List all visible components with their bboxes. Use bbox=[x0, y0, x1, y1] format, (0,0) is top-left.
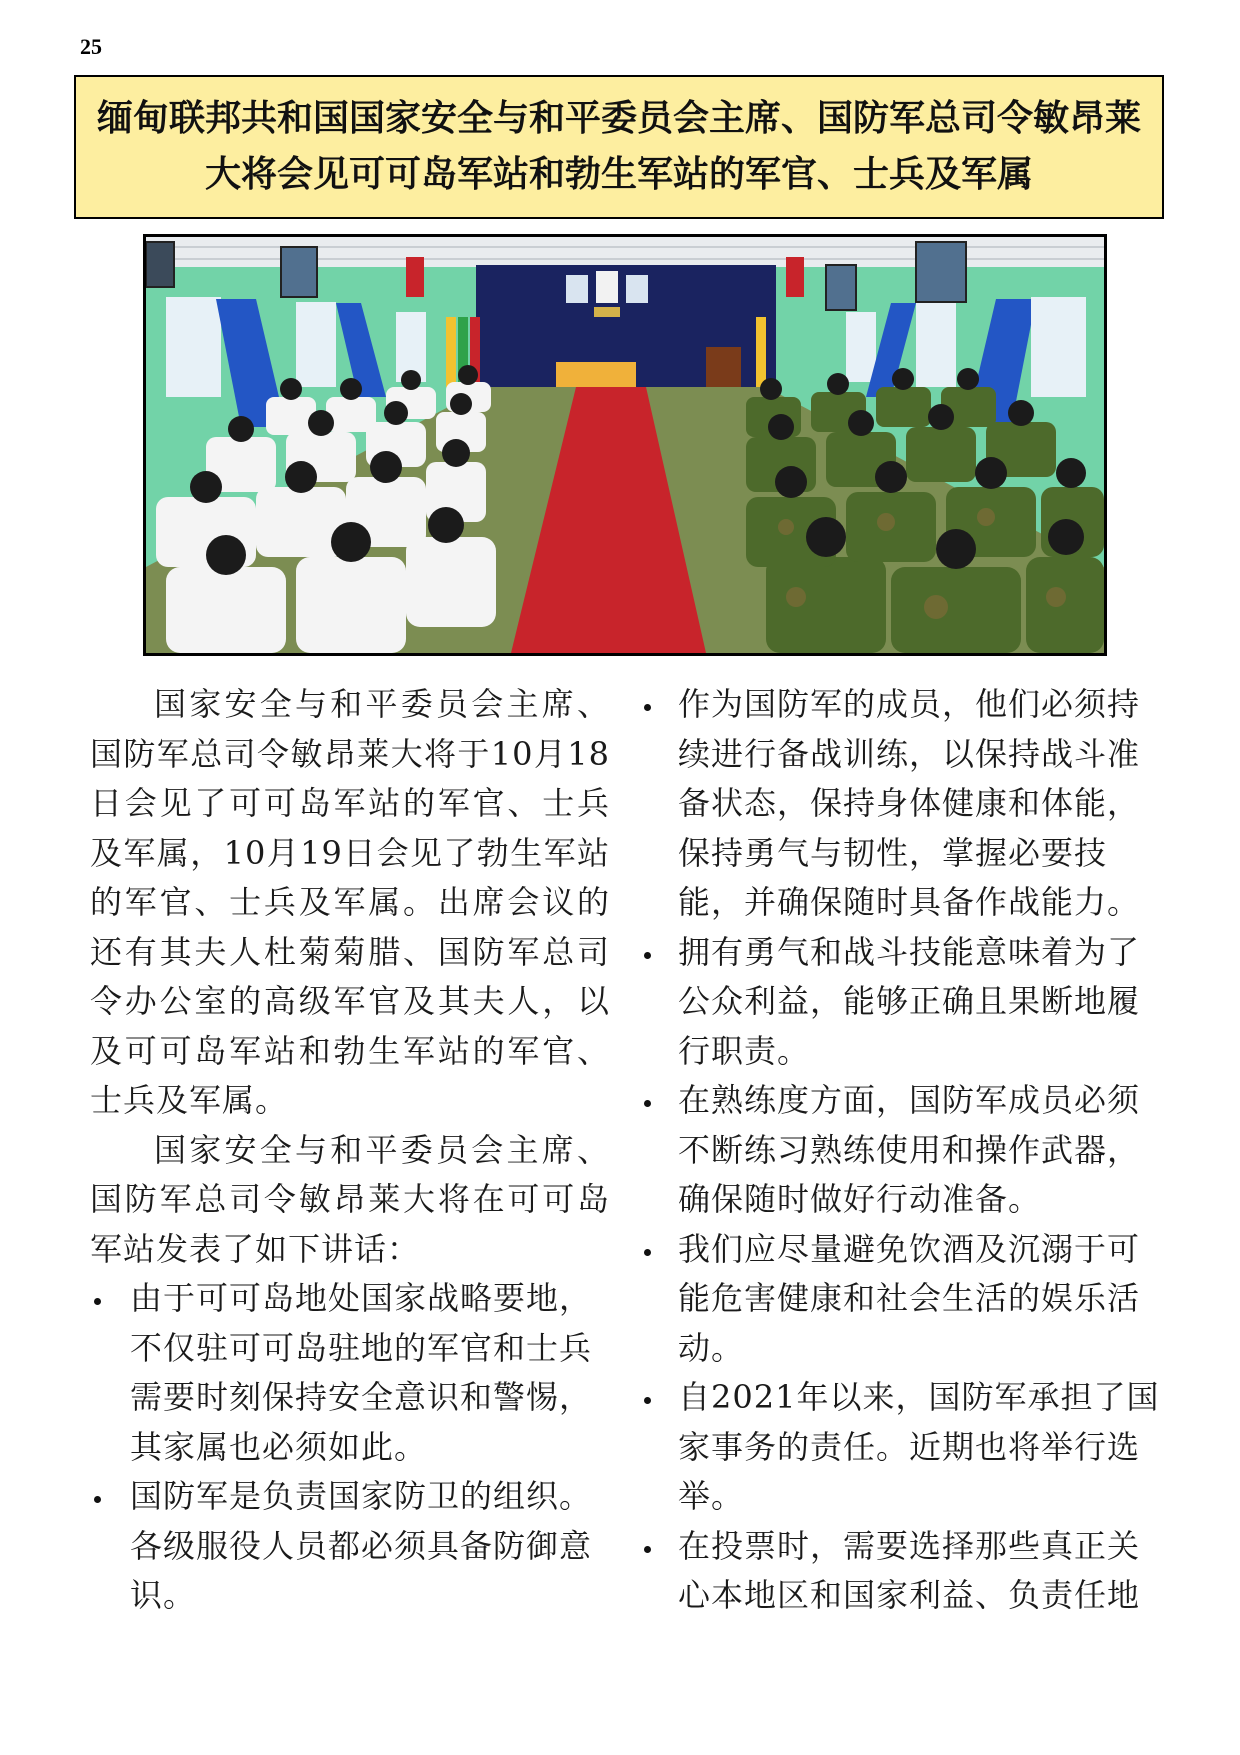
speech-points-right bbox=[640, 680, 1160, 1621]
bullet-dot-icon bbox=[644, 1249, 651, 1256]
event-photo bbox=[143, 234, 1107, 656]
left-column bbox=[90, 680, 610, 1621]
bullet-dot-icon bbox=[644, 1546, 651, 1553]
speech-point bbox=[640, 1373, 1160, 1522]
headline-box bbox=[74, 75, 1164, 219]
speech-intro-paragraph: 国家安全与和平委员会主席、国防军总司令敏昂莱大将在可可岛军站发表了如下讲话： bbox=[90, 1130, 610, 1268]
speech-point-text: 由于可可岛地处国家战略要地，不仅驻可可岛驻地的军官和士兵需要时刻保持安全意识和警惕，其家属也必须如此。 bbox=[130, 1279, 593, 1466]
headline: 缅甸联邦共和国国家安全与和平委员会主席、国防军总司令敏昂莱大将会见可可岛军站和勃生军站的军官、士兵及军属 bbox=[96, 98, 1141, 195]
speech-points-left bbox=[90, 1274, 610, 1621]
speech-point bbox=[90, 1472, 610, 1621]
bullet-dot-icon bbox=[644, 1100, 651, 1107]
intro-paragraph: 国家安全与和平委员会主席、国防军总司令敏昂莱大将于10月18日会见了可可岛军站的军官、士兵及军属，10月19日会见了勃生军站的军官、士兵及军属。出席会议的还有其夫人杜菊菊腊、国防军总司令办公室的高级军官及其夫人，以及可可岛军站和勃生军站的军官、士兵及军属。 bbox=[90, 685, 610, 1119]
speech-point bbox=[640, 1076, 1160, 1225]
page-number: 25 bbox=[80, 34, 102, 59]
speech-point bbox=[640, 928, 1160, 1077]
right-column bbox=[640, 680, 1160, 1621]
speech-point bbox=[640, 680, 1160, 928]
speech-point-text: 我们应尽量避免饮酒及沉溺于可能危害健康和社会生活的娱乐活动。 bbox=[678, 1229, 1141, 1367]
speech-point bbox=[640, 1225, 1160, 1374]
bullet-dot-icon bbox=[94, 1496, 101, 1503]
speech-point bbox=[640, 1522, 1160, 1621]
speech-point-text: 自2021年以来，国防军承担了国家事务的责任。近期也将举行选举。 bbox=[678, 1378, 1160, 1515]
bullet-dot-icon bbox=[644, 1397, 651, 1404]
speech-point-text: 在投票时，需要选择那些真正关心本地区和国家利益、负责任地 bbox=[678, 1526, 1141, 1614]
bullet-dot-icon bbox=[644, 704, 651, 711]
bullet-dot-icon bbox=[94, 1298, 101, 1305]
speech-point-text: 国防军是负责国家防卫的组织。各级服役人员都必须具备防御意识。 bbox=[130, 1477, 593, 1614]
speech-point-text: 拥有勇气和战斗技能意味着为了公众利益，能够正确且果断地履行职责。 bbox=[678, 932, 1141, 1070]
speech-point-text: 在熟练度方面，国防军成员必须不断练习熟练使用和操作武器，确保随时做好行动准备。 bbox=[678, 1081, 1141, 1218]
speech-point-text: 作为国防军的成员，他们必须持续进行备战训练，以保持战斗准备状态，保持身体健康和体能，保持勇气与韧性，掌握必要技能，并确保随时具备作战能力。 bbox=[678, 685, 1141, 921]
bullet-dot-icon bbox=[644, 952, 651, 959]
speech-point bbox=[90, 1274, 610, 1472]
